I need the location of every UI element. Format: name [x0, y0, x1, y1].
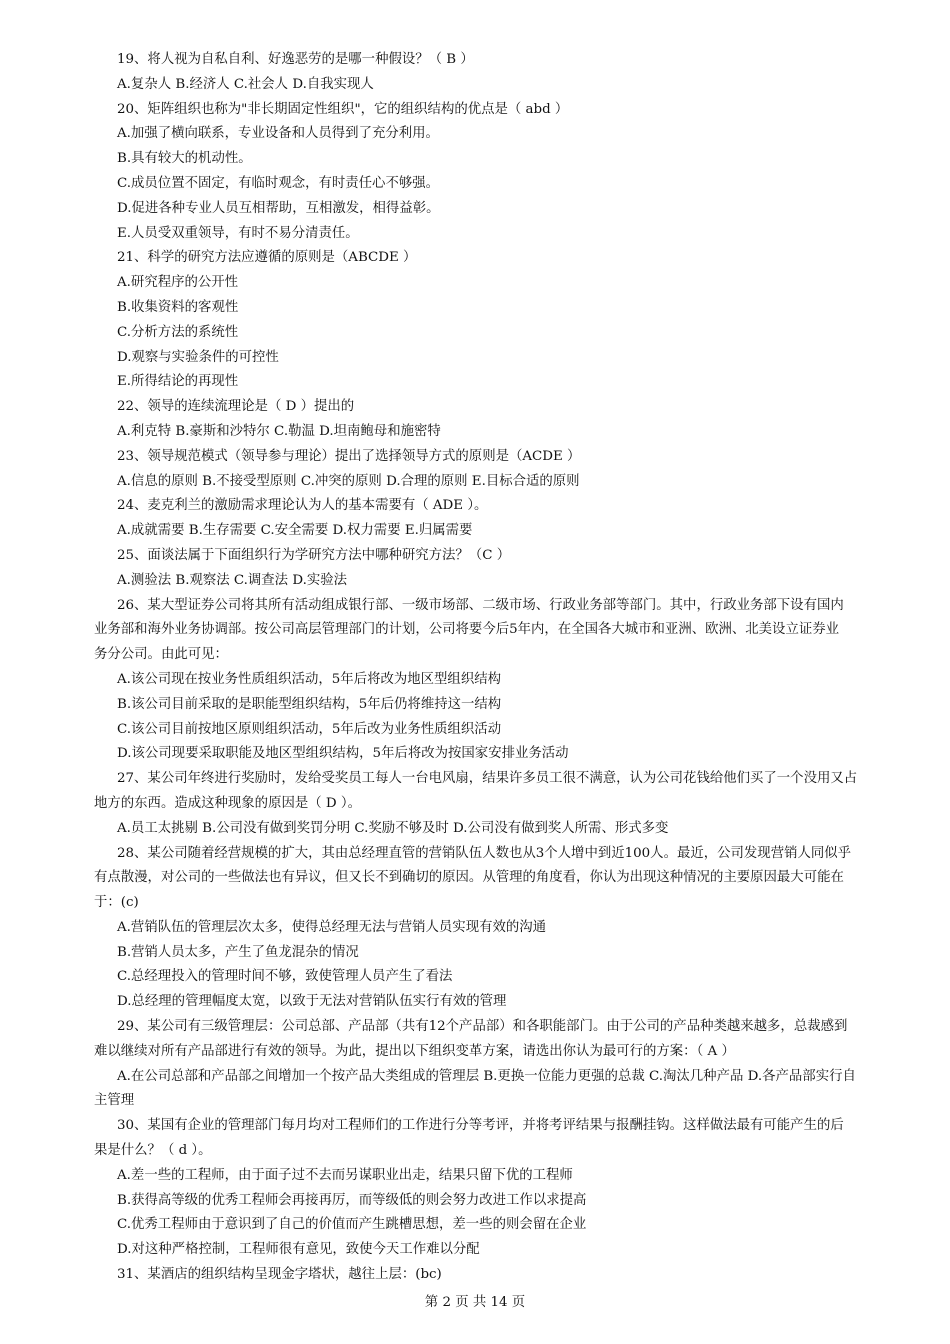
option-line: C.该公司目前按地区原则组织活动，5年后改为业务性质组织活动 [117, 721, 502, 737]
question-30-cont: 果是什么？（ d ）。 [94, 1143, 212, 1159]
option-line: A.成就需要 B.生存需要 C.安全需要 D.权力需要 E.归属需要 [117, 523, 473, 539]
question-19: 19、将人视为自私自利、好逸恶劳的是哪一种假设？（ B ） [117, 52, 474, 67]
question-26-cont: 务分公司。由此可见： [94, 647, 228, 663]
option-line: B.营销人员太多，产生了鱼龙混杂的情况 [117, 944, 359, 960]
question-22: 22、领导的连续流理论是（ D ）提出的 [117, 399, 355, 415]
option-line: A.利克特 B.豪斯和沙特尔 C.勒温 D.坦南鲍母和施密特 [117, 423, 441, 439]
question-21: 21、科学的研究方法应遵循的原则是（ABCDE ） [117, 250, 417, 266]
page-footer: 第 2 页 共 14 页 [424, 1295, 526, 1310]
option-line: C.总经理投入的管理时间不够，致使管理人员产生了看法 [117, 969, 453, 985]
question-26: 26、某大型证券公司将其所有活动组成银行部、一级市场部、二级市场、行政业务部等部门。其中，行政业务部下设有国内 [117, 597, 844, 613]
option-line: B.该公司目前采取的是职能型组织结构，5年后仍将维持这一结构 [117, 696, 502, 712]
option-line: D.对这种严格控制，工程师很有意见，致使今天工作难以分配 [117, 1242, 480, 1258]
question-28-cont: 有点散漫，对公司的一些做法也有异议，但又长不到确切的原因。从管理的角度看，你认为出现这种情况的主要原因最大可能在 [94, 870, 844, 886]
question-30: 30、某国有企业的管理部门每月均对工程师们的工作进行分等考评，并将考评结果与报酬挂钩。这样做法最有可能产生的后 [117, 1118, 844, 1134]
option-line: A.加强了横向联系，专业设备和人员得到了充分利用。 [117, 126, 439, 142]
question-25: 25、面谈法属于下面组织行为学研究方法中哪种研究方法？（C ） [117, 547, 511, 563]
option-line: A.研究程序的公开性 [117, 275, 239, 291]
option-line: A.复杂人 B.经济人 C.社会人 D.自我实现人 [117, 76, 374, 92]
option-line: C.成员位置不固定，有临时观念，有时责任心不够强。 [117, 175, 440, 191]
option-line: B.具有较大的机动性。 [117, 151, 252, 167]
document-body [0, 48, 950, 1288]
question-29-cont: 难以继续对所有产品部进行有效的领导。为此，提出以下组织变革方案，请选出你认为最可行的方案：（ A ） [94, 1043, 735, 1059]
question-31: 31、某酒店的组织结构呈现金字塔状，越往上层：(bc) [117, 1267, 442, 1283]
option-line: A.在公司总部和产品部之间增加一个按产品大类组成的管理层 B.更换一位能力更强的总裁 C.淘汰几种产品 D.各产品部实行自 [117, 1068, 856, 1084]
option-line: A.员工太挑剔 B.公司没有做到奖罚分明 C.奖励不够及时 D.公司没有做到奖人所需、形式多变 [117, 820, 669, 836]
question-28: 28、某公司随着经营规模的扩大，其由总经理直管的营销队伍人数也从3个人增中到近100人。最近，公司发现营销人同似乎 [117, 845, 852, 861]
option-line: A.差一些的工程师，由于面子过不去而另谋职业出走，结果只留下优的工程师 [117, 1167, 573, 1183]
option-line: C.分析方法的系统性 [117, 324, 239, 340]
option-line: B.收集资料的客观性 [117, 299, 239, 315]
option-line: E.人员受双重领导，有时不易分清责任。 [117, 225, 359, 241]
question-29: 29、某公司有三级管理层：公司总部、产品部（共有12个产品部）和各职能部门。由于公司的产品种类越来越多，总裁感到 [117, 1019, 848, 1035]
question-23: 23、领导规范模式（领导参与理论）提出了选择领导方式的原则是（ACDE ） [117, 448, 581, 464]
question-28-cont: 于：(c) [94, 895, 139, 911]
option-line: C.优秀工程师由于意识到了自己的价值而产生跳槽思想，差一些的则会留在企业 [117, 1217, 587, 1233]
option-line: A.测验法 B.观察法 C.调查法 D.实验法 [117, 572, 348, 588]
option-line: D.促进各种专业人员互相帮助，互相激发，相得益彰。 [117, 200, 440, 216]
question-26-cont: 业务部和海外业务协调部。按公司高层管理部门的计划，公司将要今后5年内，在全国各大城市和亚洲、欧洲、北美设立证券业 [94, 622, 839, 638]
option-line: A.该公司现在按业务性质组织活动，5年后将改为地区型组织结构 [117, 671, 501, 687]
option-line: A.营销队伍的管理层次太多，使得总经理无法与营销人员实现有效的沟通 [117, 919, 547, 935]
option-line: D.该公司现要采取职能及地区型组织结构，5年后将改为按国家安排业务活动 [117, 746, 569, 762]
option-line: D.观察与实验条件的可控性 [117, 349, 279, 365]
option-line: B.获得高等级的优秀工程师会再接再厉，而等级低的则会努力改进工作以求提高 [117, 1192, 587, 1208]
question-20: 20、矩阵组织也称为"非长期固定性组织"，它的组织结构的优点是（ abd ） [117, 101, 569, 117]
option-line: D.总经理的管理幅度太宽，以致于无法对营销队伍实行有效的管理 [117, 994, 507, 1010]
option-line-cont: 主管理 [94, 1093, 135, 1109]
option-line: A.信息的原则 B.不接受型原则 C.冲突的原则 D.合理的原则 E.目标合适的原则 [117, 473, 580, 489]
question-27: 27、某公司年终进行奖励时，发给受奖员工每人一台电风扇，结果许多员工很不满意，认为公司花钱给他们买了一个没用又占 [117, 771, 858, 787]
question-27-cont: 地方的东西。造成这种现象的原因是（ D ）。 [94, 795, 361, 811]
option-line: E.所得结论的再现性 [117, 374, 239, 390]
question-24: 24、麦克利兰的激励需求理论认为人的基本需要有（ ADE ）。 [117, 498, 488, 514]
